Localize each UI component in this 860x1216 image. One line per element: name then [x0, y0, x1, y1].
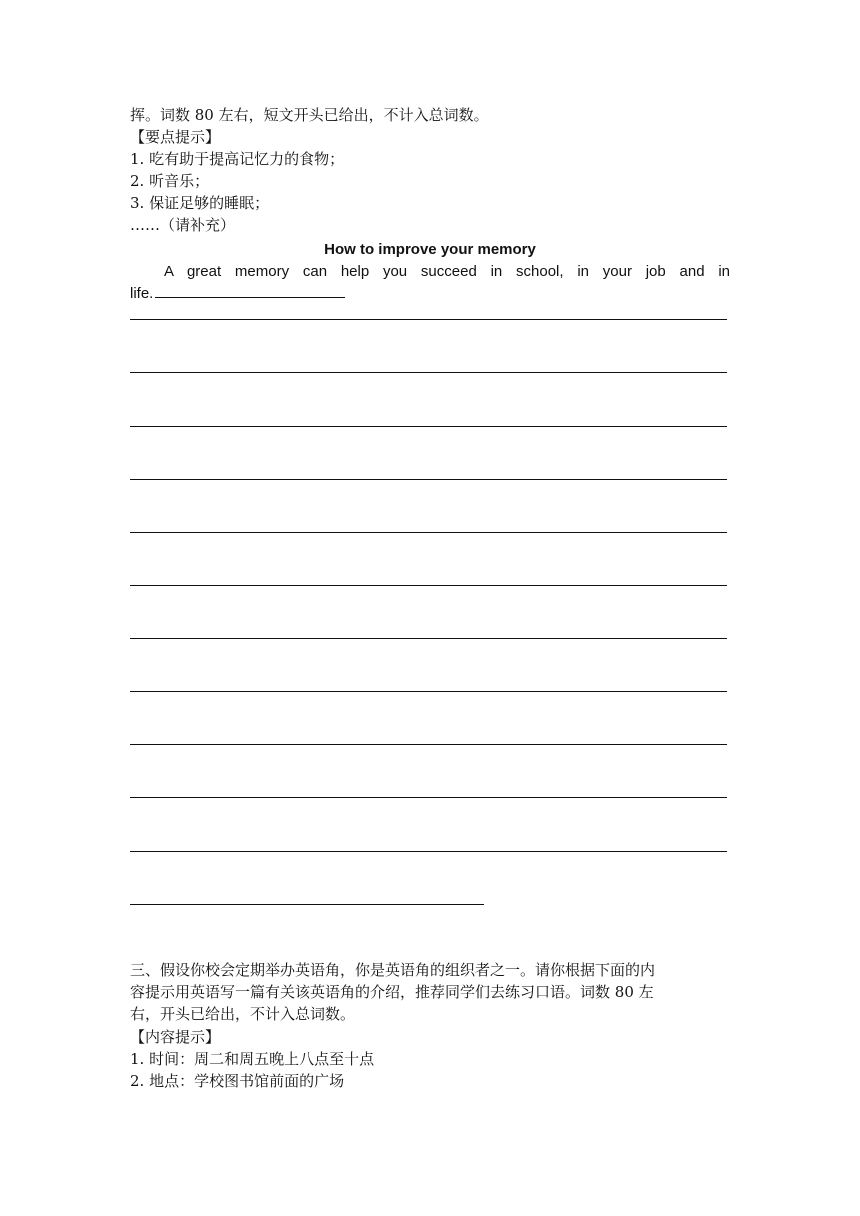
- writing-blank-inline[interactable]: [155, 283, 345, 298]
- section3-hint-2: 2. 地点：学校图书馆前面的广场: [130, 1072, 345, 1090]
- writing-line-9[interactable]: [130, 744, 727, 745]
- writing-line-12[interactable]: [130, 904, 484, 905]
- writing-line-1[interactable]: [130, 319, 727, 320]
- section2-hint-3: 3. 保证足够的睡眠；: [130, 194, 270, 212]
- essay-title: How to improve your memory: [324, 241, 536, 258]
- writing-line-7[interactable]: [130, 638, 727, 639]
- section3-instruction-line1: 三、假设你校会定期举办英语角，你是英语角的组织者之一。请你根据下面的内: [130, 961, 656, 979]
- writing-line-8[interactable]: [130, 691, 727, 692]
- essay-opening-line1: A great memory can help you succeed in school, in your job and in: [164, 263, 730, 280]
- writing-line-2[interactable]: [130, 372, 727, 373]
- section2-hint-2: 2. 听音乐；: [130, 172, 210, 190]
- essay-opening-line2: [130, 283, 345, 305]
- section2-hint-1: 1. 吃有助于提高记忆力的食物；: [130, 150, 345, 168]
- writing-line-11[interactable]: [130, 851, 727, 852]
- section2-hints-heading: 【要点提示】: [130, 128, 221, 146]
- section3-instruction-line3: 右，开头已给出，不计入总词数。: [130, 1005, 356, 1023]
- writing-line-4[interactable]: [130, 479, 727, 480]
- writing-line-3[interactable]: [130, 426, 727, 427]
- section2-instruction-tail: 挥。词数 80 左右，短文开头已给出，不计入总词数。: [130, 106, 489, 124]
- writing-line-5[interactable]: [130, 532, 727, 533]
- writing-line-10[interactable]: [130, 797, 727, 798]
- writing-line-6[interactable]: [130, 585, 727, 586]
- section3-hint-1: 1. 时间：周二和周五晚上八点至十点: [130, 1050, 375, 1068]
- section2-hint-more: ……（请补充）: [130, 216, 236, 234]
- section3-hints-heading: 【内容提示】: [130, 1028, 221, 1046]
- essay-opening-text: life.: [130, 285, 154, 302]
- section3-instruction-line2: 容提示用英语写一篇有关该英语角的介绍，推荐同学们去练习口语。词数 80 左: [130, 983, 654, 1001]
